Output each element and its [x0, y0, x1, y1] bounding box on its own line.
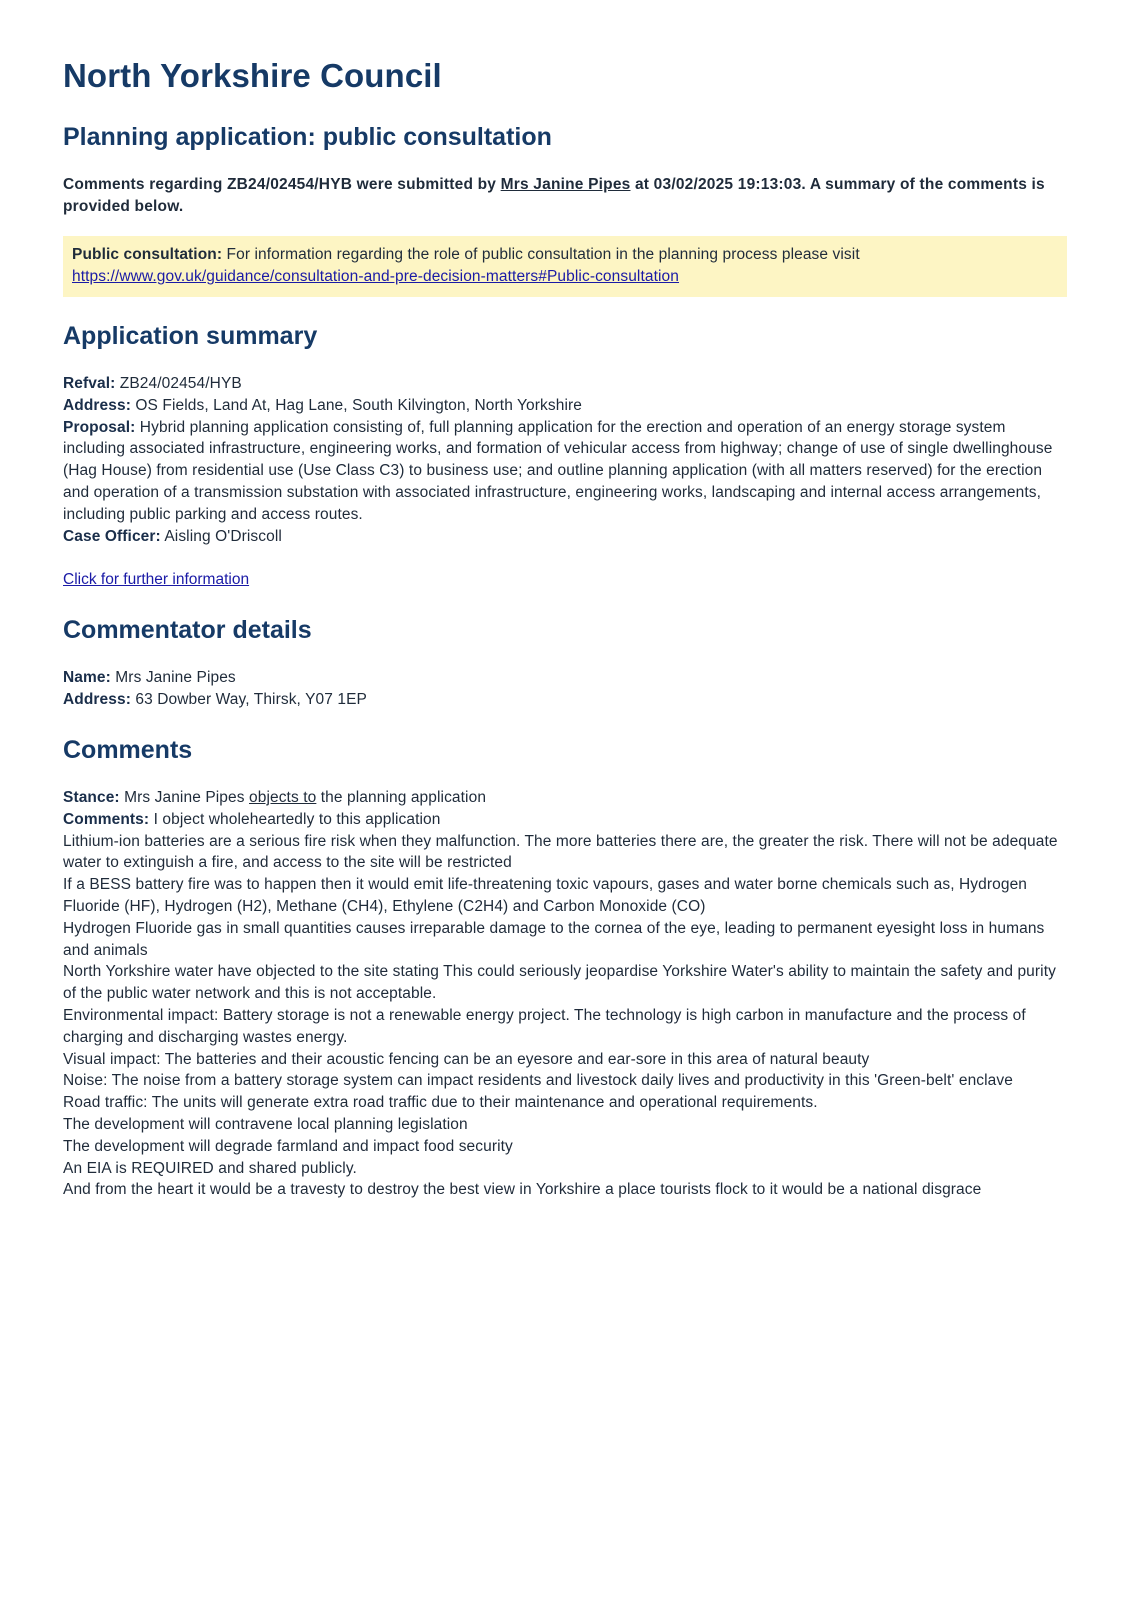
stance-link[interactable]: objects to — [249, 788, 317, 806]
case-officer-row — [63, 526, 1067, 548]
notice-text: For information regarding the role of public consultation in the planning process please visit — [222, 246, 860, 263]
council-title: North Yorkshire Council — [63, 57, 442, 94]
consultation-guidance-link[interactable]: https://www.gov.uk/guidance/consultation-and-pre-decision-matters#Public-consultation — [72, 268, 679, 285]
comment-line: Noise: The noise from a battery storage system can impact residents and livestock daily lives and productivity in this 'Green-belt' enclave — [63, 1072, 1013, 1090]
stance-prefix: Mrs Janine Pipes — [119, 788, 249, 806]
comment-line: Hydrogen Fluoride gas in small quantities causes irreparable damage to the cornea of the eye, leading to permanent eyesight loss in humans and animals — [63, 919, 1045, 959]
commentator-address-label: Address: — [63, 691, 131, 709]
comments-block — [63, 787, 1067, 1201]
proposal-label: Proposal: — [63, 418, 136, 436]
comment-line: Environmental impact: Battery storage is not a renewable energy project. The technology is high carbon in manufacture and the process of charging and discharging wastes energy. — [63, 1006, 1026, 1046]
case-officer-label: Case Officer: — [63, 527, 161, 545]
commentator-name-value: Mrs Janine Pipes — [110, 669, 236, 687]
intro-prefix: Comments regarding ZB24/02454/HYB were submitted by — [63, 176, 501, 193]
comment-line: The development will contravene local planning legislation — [63, 1115, 468, 1133]
commentator-name-label: Name: — [63, 669, 111, 687]
application-summary — [63, 373, 1067, 547]
commentator-heading: Commentator details — [63, 616, 312, 645]
comment-line: North Yorkshire water have objected to the site stating This could seriously jeopardise Yorkshire Water's ability to maintain the safety and purity of the public water network and this is not acceptable. — [63, 963, 1056, 1003]
comments-first-line: I object wholeheartedly to this application — [149, 810, 441, 828]
comment-line: The development will degrade farmland and impact food security — [63, 1137, 513, 1155]
commenter-link[interactable]: Mrs Janine Pipes — [500, 176, 631, 193]
commentator-address-row — [63, 689, 1067, 711]
comment-line: And from the heart it would be a travesty to destroy the best view in Yorkshire a place tourists flock to it would be a national disgrace — [63, 1181, 982, 1199]
address-row — [63, 395, 1067, 417]
comment-line: Visual impact: The batteries and their acoustic fencing can be an eyesore and ear-sore in this area of natural beauty — [63, 1050, 870, 1068]
intro-paragraph — [63, 174, 1067, 218]
commentator-name-row — [63, 667, 1067, 689]
stance-suffix: the planning application — [316, 788, 487, 806]
comment-line: Road traffic: The units will generate extra road traffic due to their maintenance and operational requirements. — [63, 1094, 818, 1112]
stance-label: Stance: — [63, 788, 120, 806]
further-info-link[interactable]: Click for further information — [63, 571, 250, 589]
further-info-row — [63, 569, 1067, 591]
comment-line: Lithium-ion batteries are a serious fire risk when they malfunction. The more batteries there are, the greater the risk. There will not be adequate water to extinguish a fire, and access to the site will be restricted — [63, 832, 1058, 872]
commentator-details — [63, 667, 1067, 711]
refval-value: ZB24/02454/HYB — [115, 375, 242, 392]
stance-row — [63, 787, 1067, 809]
address-value: OS Fields, Land At, Hag Lane, South Kilvington, North Yorkshire — [130, 396, 582, 414]
public-consultation-notice — [63, 236, 1067, 297]
comments-label: Comments: — [63, 810, 150, 828]
comment-line: If a BESS battery fire was to happen then it would emit life-threatening toxic vapours, gases and water borne chemicals such as, Hydrogen Fluoride (HF), Hydrogen (H2), Methane (CH4), Ethylene (C2H4) and Carbon Monoxide (CO) — [63, 876, 1028, 915]
case-officer-value: Aisling O'Driscoll — [160, 527, 282, 545]
comments-heading: Comments — [63, 735, 193, 764]
comment-line: An EIA is REQUIRED and shared publicly. — [63, 1159, 357, 1177]
proposal-row — [63, 417, 1067, 526]
refval-label: Refval: — [63, 375, 116, 392]
refval-row — [63, 373, 1067, 395]
comments-first-row — [63, 809, 1067, 831]
commentator-address-value: 63 Dowber Way, Thirsk, Y07 1EP — [130, 691, 367, 709]
page-title: Planning application: public consultation — [63, 123, 552, 151]
address-label: Address: — [63, 396, 131, 414]
application-summary-heading: Application summary — [63, 322, 318, 350]
notice-label: Public consultation: — [72, 246, 223, 263]
intro-suffix: at 03/02/2025 19:13:03. A summary of the comments is provided below. — [63, 176, 1045, 215]
proposal-value: Hybrid planning application consisting of, full planning application for the erection and operation of an energy storage system including associated infrastructure, engineering works, and formation of vehicular access from highway; change of use of single dwellinghouse (Hag House) from residential use (Use Class C3) to business use; and outline planning application (with all matters reserved) for the erection and operation of a transmission substation with associated infrastructure, engineering works, landscaping and internal access arrangements, including public parking and access routes. — [63, 418, 1053, 523]
